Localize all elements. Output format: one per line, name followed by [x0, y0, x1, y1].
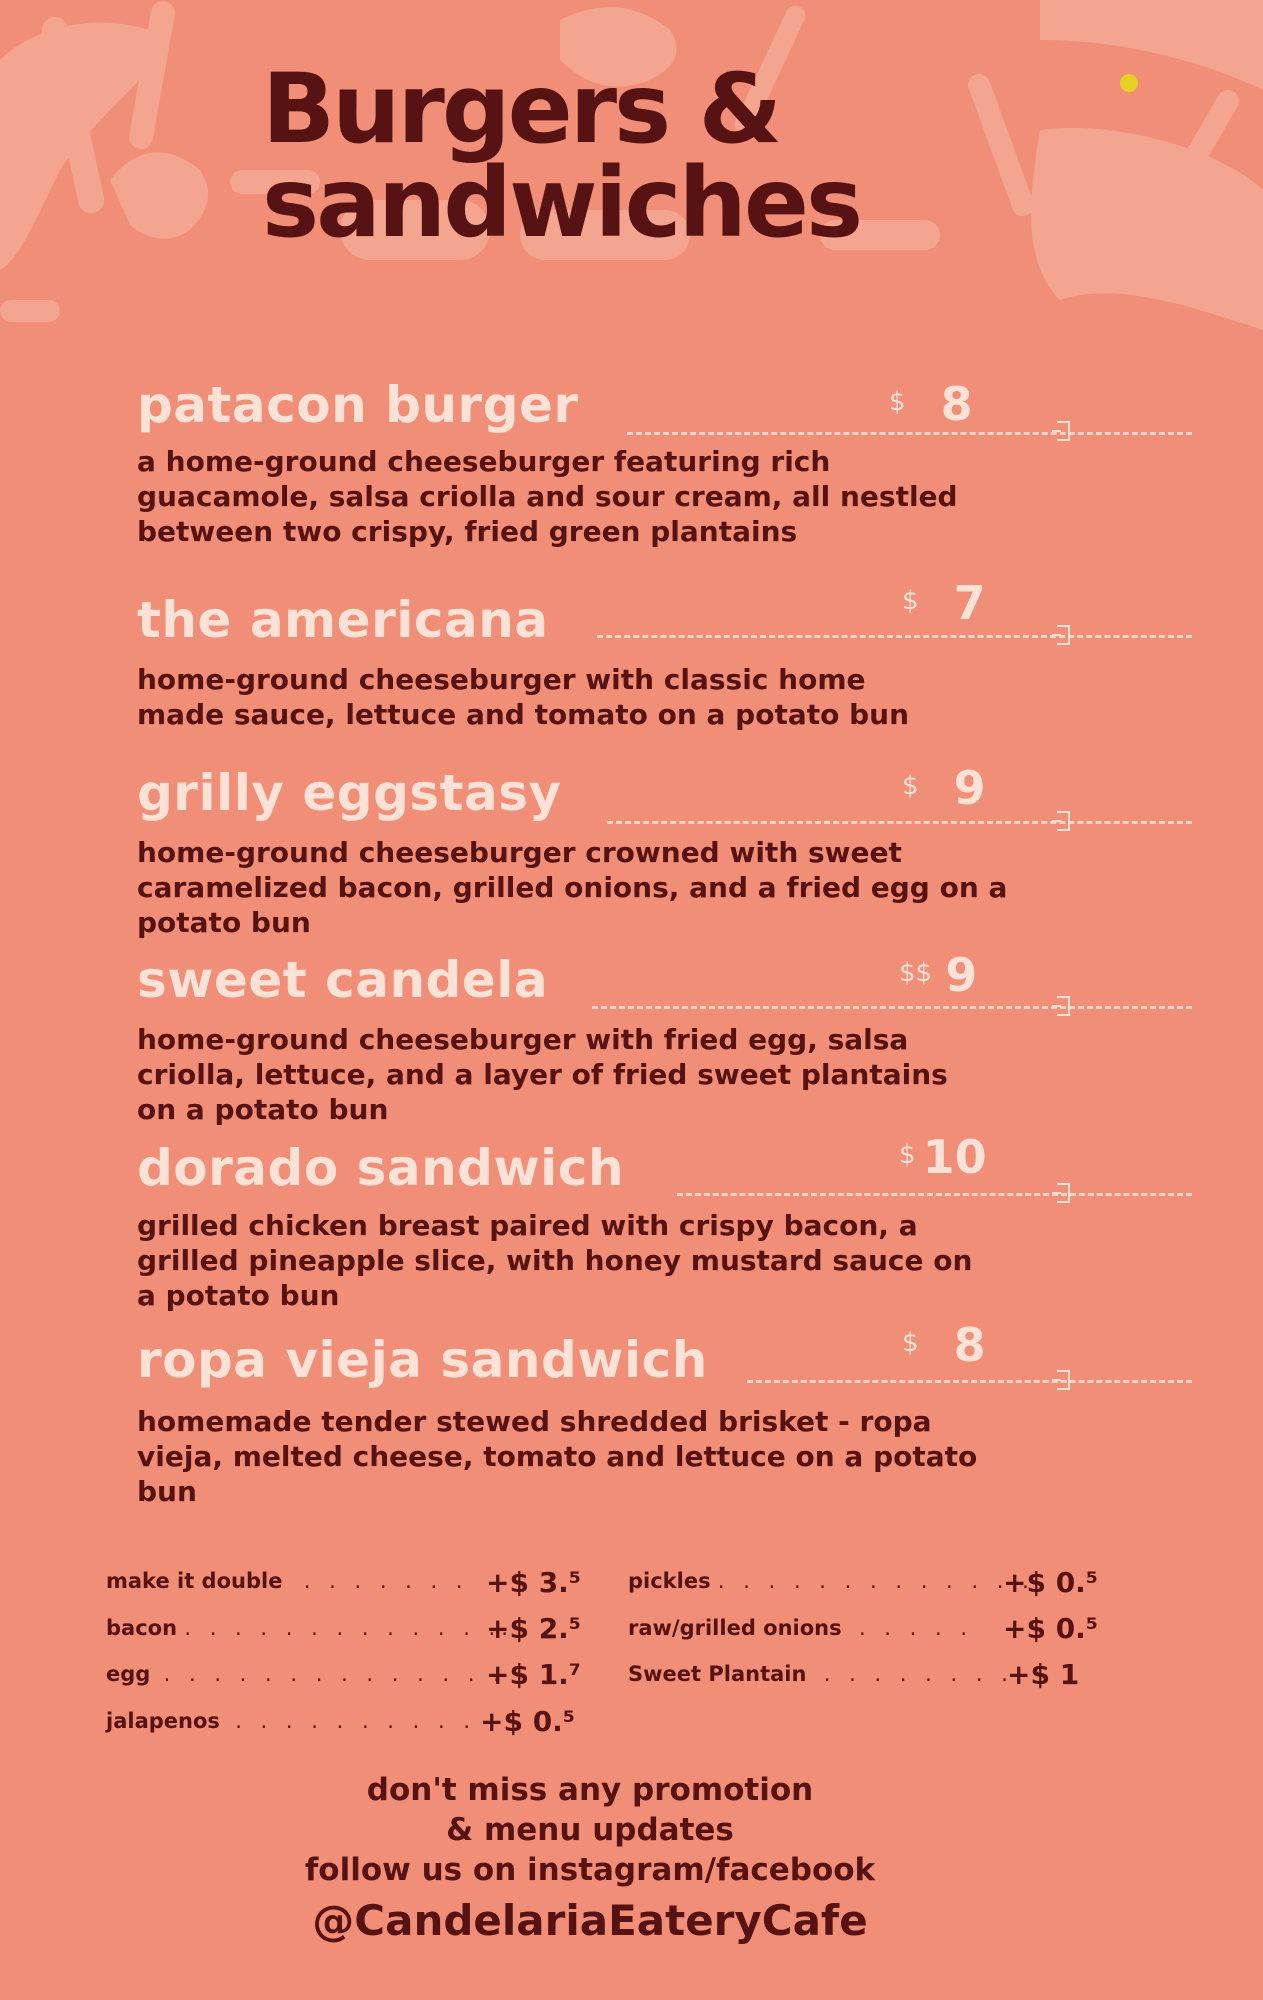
item-price [902, 576, 986, 630]
price-amount: 8 [940, 377, 973, 431]
item-price [902, 761, 986, 815]
extra-name: make it double [106, 1569, 283, 1593]
item-name: dorado sandwich [137, 1139, 625, 1197]
item-description: homemade tender stewed shredded brisket - ropa vieja, melted cheese, tomato and lettuce on a potato bun [137, 1405, 978, 1508]
extra-item [106, 1569, 469, 1593]
currency-sign: $ [889, 387, 906, 417]
leader-hook [1057, 811, 1070, 831]
item-name: ropa vieja sandwich [137, 1331, 708, 1389]
currency-sign: $ [902, 771, 919, 801]
price-amount: 8 [953, 1318, 986, 1372]
extra-item [628, 1569, 1035, 1593]
extra-dots: . . . . . . . . . . . . . . [163, 1662, 506, 1686]
price-leader [607, 821, 1192, 826]
price-leader [627, 432, 1192, 437]
price-amount: 9 [953, 761, 986, 815]
currency-sign: $ [902, 586, 919, 616]
decorative-yellow-dot [1120, 74, 1138, 92]
item-price [889, 377, 973, 431]
leader-hook [1057, 1183, 1070, 1203]
item-price [899, 1130, 987, 1184]
extra-dots: . . . . . . . [303, 1569, 469, 1593]
leader-hook [1057, 1370, 1070, 1390]
price-amount: 7 [953, 576, 986, 630]
footer-line-1: don't miss any promotion [366, 1772, 814, 1808]
item-price [902, 1318, 986, 1372]
page-title [262, 53, 861, 259]
extra-dots: . . . . . . . . . . . . . [717, 1569, 1035, 1593]
extra-name: raw/grilled onions [628, 1616, 842, 1640]
title-line-1: Burgers & [262, 53, 780, 165]
price-leader [677, 1193, 1192, 1198]
price-leader [592, 1006, 1192, 1011]
item-description: home-ground cheeseburger with classic home made sauce, lettuce and tomato on a potato bun [137, 663, 910, 731]
extra-item [628, 1662, 1014, 1686]
item-name: sweet candela [137, 951, 549, 1009]
currency-sign: $$ [899, 958, 933, 988]
leader-hook [1057, 421, 1070, 441]
leader-hook [1057, 625, 1070, 645]
footer-promo [0, 1770, 1180, 1946]
price-amount: 9 [945, 948, 978, 1002]
item-name: grilly eggstasy [137, 764, 562, 822]
extra-item [106, 1709, 501, 1733]
extra-dots: . . . . . [858, 1616, 974, 1640]
item-name: patacon burger [137, 376, 579, 434]
extra-dots: . . . . . . . . [823, 1662, 1014, 1686]
leader-hook [1057, 996, 1070, 1016]
currency-sign: $ [902, 1328, 919, 1358]
extra-dots: . . . . . . . . . . . . .. [184, 1616, 514, 1640]
footer-line-2: & menu updates [446, 1812, 734, 1848]
item-description: home-ground cheeseburger crowned with sweet caramelized bacon, grilled onions, and a fried egg on a potato bun [137, 836, 1008, 939]
social-handle: @CandelariaEateryCafe [312, 1896, 868, 1945]
extra-price: +$ 0.⁵ [1003, 1566, 1099, 1599]
item-name: the americana [137, 591, 549, 649]
item-description: home-ground cheeseburger with fried egg, salsa criolla, lettuce, and a layer of fried sweet plantains on a potato bun [137, 1023, 948, 1126]
item-price [899, 948, 977, 1002]
price-leader [597, 635, 1192, 640]
extra-name: bacon [106, 1616, 178, 1640]
extra-price: +$ 1 [1007, 1658, 1080, 1691]
item-description: grilled chicken breast paired with crispy bacon, a grilled pineapple slice, with honey mustard sauce on a potato bun [137, 1209, 973, 1312]
price-leader [747, 1380, 1192, 1385]
extra-price: +$ 3.⁵ [486, 1566, 582, 1599]
extra-item [628, 1616, 973, 1640]
currency-sign: $ [899, 1140, 916, 1170]
extra-price: +$ 0.⁵ [1003, 1612, 1099, 1645]
extra-price: +$ 1.⁷ [486, 1658, 582, 1691]
extra-name: egg [106, 1662, 151, 1686]
footer-line-3: follow us on instagram/facebook [304, 1852, 876, 1888]
extra-name: jalapenos [106, 1709, 220, 1733]
extra-name: Sweet Plantain [628, 1662, 807, 1686]
title-line-2: sandwiches [262, 147, 861, 259]
extra-item [106, 1662, 506, 1686]
extra-name: pickles [628, 1569, 711, 1593]
extra-item [106, 1616, 514, 1640]
price-amount: 10 [922, 1130, 987, 1184]
item-description: a home-ground cheeseburger featuring rich guacamole, salsa criolla and sour cream, all nestled between two crispy, fried green plantains [137, 445, 958, 548]
extra-price: +$ 0.⁵ [480, 1705, 576, 1738]
extra-price: +$ 2.⁵ [486, 1612, 582, 1645]
extra-dots: . . . . . . . . . . . [235, 1709, 502, 1733]
